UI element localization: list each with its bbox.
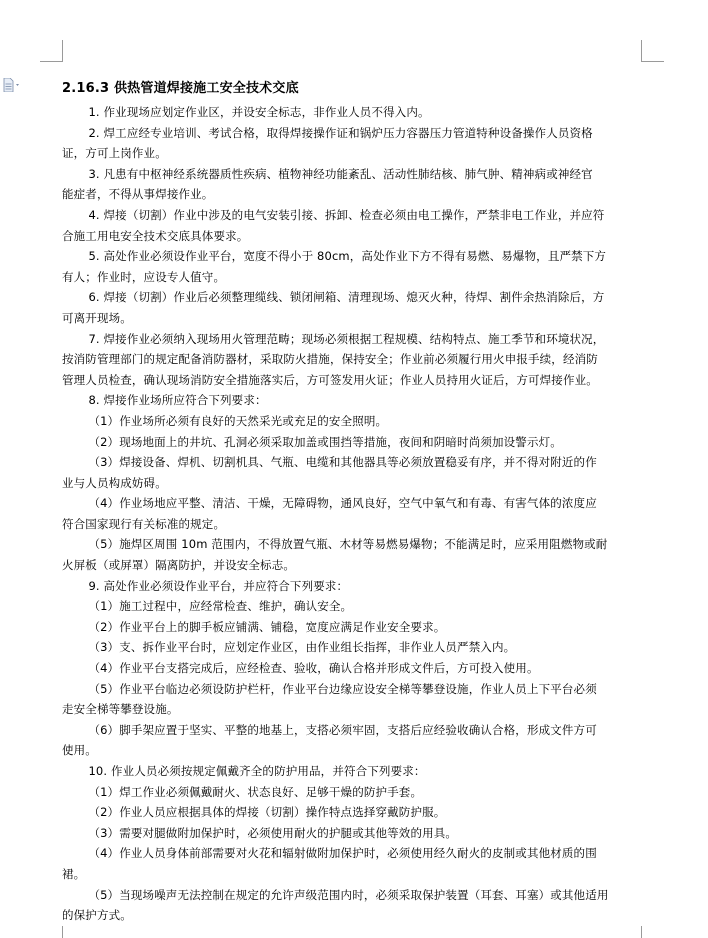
paragraph [62,761,642,782]
paragraph-line: 火屏板（或屏罩）隔离防护，并设安全标志。 [62,558,295,573]
paragraph-line: 4. 焊接（切割）作业中涉及的电气安装引接、拆卸、检查必须由电工操作，严禁非电工作业，并应符 [88,207,605,222]
paragraph-line: 6. 焊接（切割）作业后必须整理缆线、锁闭闸箱、清理现场、熄灭火种，待焊、割件余热消除后，方 [88,290,605,305]
paragraph-line: （1）作业场所必须有良好的天然采光或充足的安全照明。 [88,413,388,428]
paragraph-line: 管理人员检查，确认现场消防安全措施落实后，方可签发用火证；作业人员持用火证后，方可焊接作业。 [62,372,598,387]
paragraph-line: （1）焊工作业必须佩戴耐火、状态良好、足够干燥的防护手套。 [88,784,423,799]
paragraph [62,164,642,205]
paragraph [62,246,642,287]
paragraph-line: 能症者，不得从事焊接作业。 [62,187,214,202]
paragraph-line: （5）施焊区周围 10m 范围内，不得放置气瓶、木材等易燃易爆物；不能满足时，应采用阻燃物或耐 [88,537,608,552]
crop-mark-top-right-horizontal [642,61,664,62]
paragraph-line: 使用。 [62,743,97,758]
paragraph-line: 符合国家现行有关标准的规定。 [62,516,226,531]
paragraph-line: 裙。 [62,866,86,881]
paragraph-line: 3. 凡患有中枢神经系统器质性疾病、植物神经功能紊乱、活动性肺结核、肺气肿、精神病或神经官 [88,166,593,181]
paragraph-line: 业与人员构成妨碍。 [62,475,167,490]
paragraph-line: 有人；作业时，应设专人值守。 [62,269,226,284]
document-body [62,102,642,926]
paragraph [62,802,642,823]
paragraph [62,617,642,638]
section-heading: 2.16.3 供热管道焊接施工安全技术交底 [62,81,299,96]
paragraph [62,390,642,411]
paragraph-line: 7. 焊接作业必须纳入现场用火管理范畴；现场必须根据工程规模、结构特点、施工季节和环境状况， [88,331,605,346]
paragraph-line: 1. 作业现场应划定作业区，并设安全标志，非作业人员不得入内。 [88,105,430,119]
paragraph-line: （3）支、拆作业平台时，应划定作业区，由作业组长指挥，非作业人员严禁入内。 [88,640,516,655]
paragraph-line: （5）当现场噪声无法控制在规定的允许声级范围内时，必须采取保护装置（耳套、耳塞）或其他适用 [88,887,609,902]
paragraph [62,452,642,493]
crop-mark-top-right-vertical [641,40,642,62]
paragraph [62,123,642,164]
paragraph [62,637,642,658]
crop-mark-top-left-horizontal [40,61,62,62]
paragraph-line: （6）脚手架应置于坚实、平整的地基上，支搭必须牢固，支搭后应经验收确认合格，形成文件方可 [88,722,597,737]
paragraph [62,596,642,617]
paragraph [62,843,642,884]
paragraph-line: （3）需要对腿做附加保护时，必须使用耐火的护腿或其他等效的用具。 [88,825,458,840]
paragraph-line: 走安全梯等攀登设施。 [62,702,179,717]
paragraph-line: （2）作业人员应根据具体的焊接（切割）操作特点选择穿戴防护服。 [88,805,446,820]
paragraph-line: 的保护方式。 [62,908,132,923]
paragraph-line: （3）焊接设备、焊机、切割机具、气瓶、电缆和其他器具等必须放置稳妥有序，并不得对附近的作 [88,455,597,470]
crop-mark-bottom-right-vertical [641,926,642,938]
paragraph [62,287,642,328]
paragraph [62,658,642,679]
crop-mark-bottom-left-vertical [62,926,63,938]
paragraph-line: 10. 作业人员必须按规定佩戴齐全的防护用品，并符合下列要求： [88,764,426,778]
paragraph-line: （2）现场地面上的井坑、孔洞必须采取加盖或围挡等措施，夜间和阴暗时尚须加设警示灯。 [88,434,562,449]
paragraph [62,534,642,575]
paragraph-line: （4）作业场地应平整、清洁、干燥，无障碍物，通风良好，空气中氧气和有毒、有害气体的浓度应 [88,496,597,511]
paragraph-line: 证，方可上岗作业。 [62,146,167,161]
paragraph-line: 5. 高处作业必须设作业平台，宽度不得小于 80cm，高处作业下方不得有易燃、易爆物，且严禁下方 [88,249,607,264]
paragraph-line: 8. 焊接作业场所应符合下列要求： [88,393,267,408]
paragraph [62,782,642,803]
document-navigation-icon[interactable] [3,77,23,91]
paragraph-line: （4）作业平台支搭完成后，应经检查、验收，确认合格并形成文件后，方可投入使用。 [88,661,539,676]
paragraph [62,102,642,123]
paragraph-line: 9. 高处作业必须设作业平台，并应符合下列要求： [88,578,349,593]
paragraph-line: 合施工用电安全技术交底具体要求。 [62,228,249,243]
paragraph [62,493,642,534]
paragraph [62,432,642,453]
paragraph-line: （4）作业人员身体前部需要对火花和辐射做附加保护时，必须使用经久耐火的皮制或其他材质的围 [88,846,597,861]
paragraph [62,679,642,720]
paragraph [62,885,642,926]
paragraph [62,205,642,246]
paragraph [62,329,642,391]
paragraph-line: （1）施工过程中，应经常检查、维护，确认安全。 [88,599,353,614]
paragraph [62,411,642,432]
paragraph-line: （5）作业平台临边必须设防护栏杆，作业平台边缘应设安全梯等攀登设施，作业人员上下平台必须 [88,681,597,696]
paragraph-line: 2. 焊工应经专业培训、考试合格，取得焊接操作证和锅炉压力容器压力管道特种设备操作人员资格 [88,125,593,140]
paragraph [62,576,642,597]
paragraph [62,823,642,844]
paragraph-line: 可离开现场。 [62,310,132,325]
paragraph-line: 按消防管理部门的规定配备消防器材，采取防火措施，保持安全；作业前必须履行用火申报手续，经消防 [62,352,598,367]
crop-mark-top-left-vertical [62,40,63,62]
paragraph-line: （2）作业平台上的脚手板应铺满、铺稳，宽度应满足作业安全要求。 [88,619,446,634]
paragraph [62,720,642,761]
